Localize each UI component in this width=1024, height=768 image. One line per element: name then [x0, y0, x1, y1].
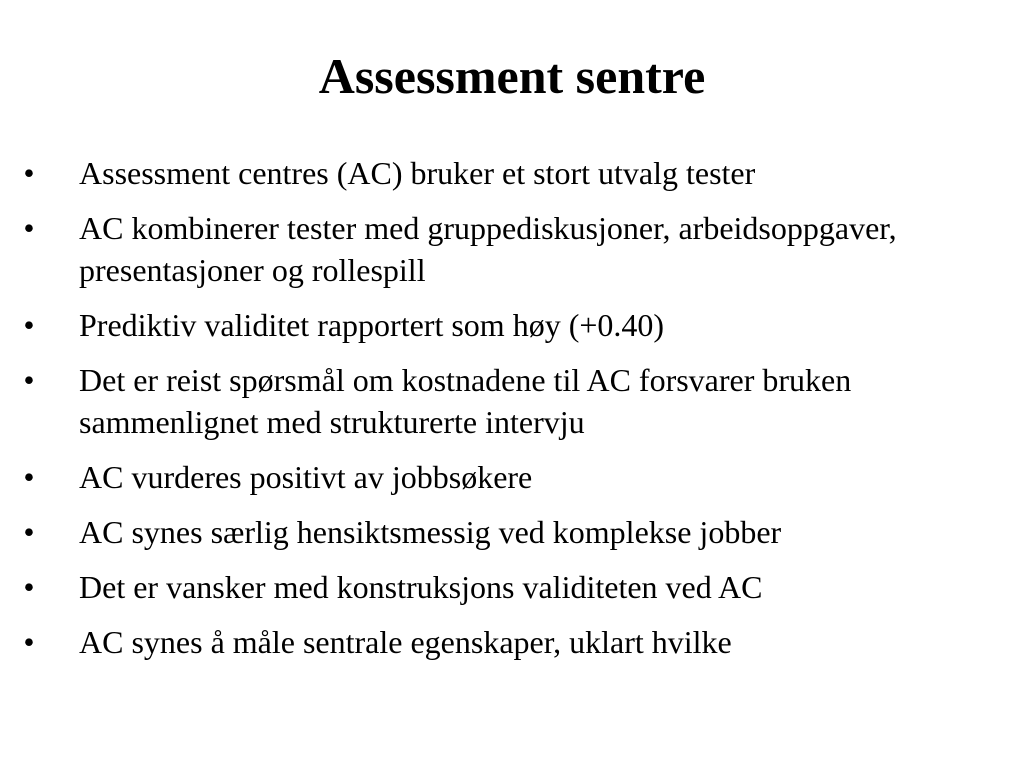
- bullet-text: AC synes særlig hensiktsmessig ved komplekse jobber: [79, 514, 782, 550]
- bullet-item: [0, 511, 1024, 553]
- bullet-text: Prediktiv validitet rapportert som høy (+0.40): [79, 307, 665, 343]
- bullet-icon: •: [23, 155, 35, 191]
- bullet-icon: •: [23, 624, 35, 660]
- bullet-icon: •: [23, 514, 35, 550]
- bullet-text: AC vurderes positivt av jobbsøkere: [79, 459, 533, 495]
- bullet-item: [0, 304, 1024, 346]
- bullet-icon: •: [23, 362, 35, 398]
- bullet-item: [0, 359, 1024, 443]
- bullet-item: [0, 456, 1024, 498]
- bullet-item: [0, 566, 1024, 608]
- bullet-text: Assessment centres (AC) bruker et stort utvalg tester: [79, 155, 756, 191]
- bullet-item: [0, 207, 1024, 291]
- bullet-item: [0, 621, 1024, 663]
- bullet-icon: •: [23, 210, 35, 246]
- bullet-icon: •: [23, 459, 35, 495]
- bullet-item: [0, 152, 1024, 194]
- bullet-list: [0, 152, 1024, 676]
- bullet-text: AC synes å måle sentrale egenskaper, uklart hvilke: [79, 624, 732, 660]
- bullet-icon: •: [23, 307, 35, 343]
- slide-title: Assessment sentre: [318, 48, 706, 104]
- bullet-text: Det er vansker med konstruksjons validiteten ved AC: [79, 569, 763, 605]
- bullet-icon: •: [23, 569, 35, 605]
- bullet-text: AC kombinerer tester med gruppediskusjoner, arbeidsoppgaver, presentasjoner og rollespill: [79, 210, 897, 288]
- bullet-text: Det er reist spørsmål om kostnadene til AC forsvarer bruken sammenlignet med strukturerte intervju: [79, 362, 852, 440]
